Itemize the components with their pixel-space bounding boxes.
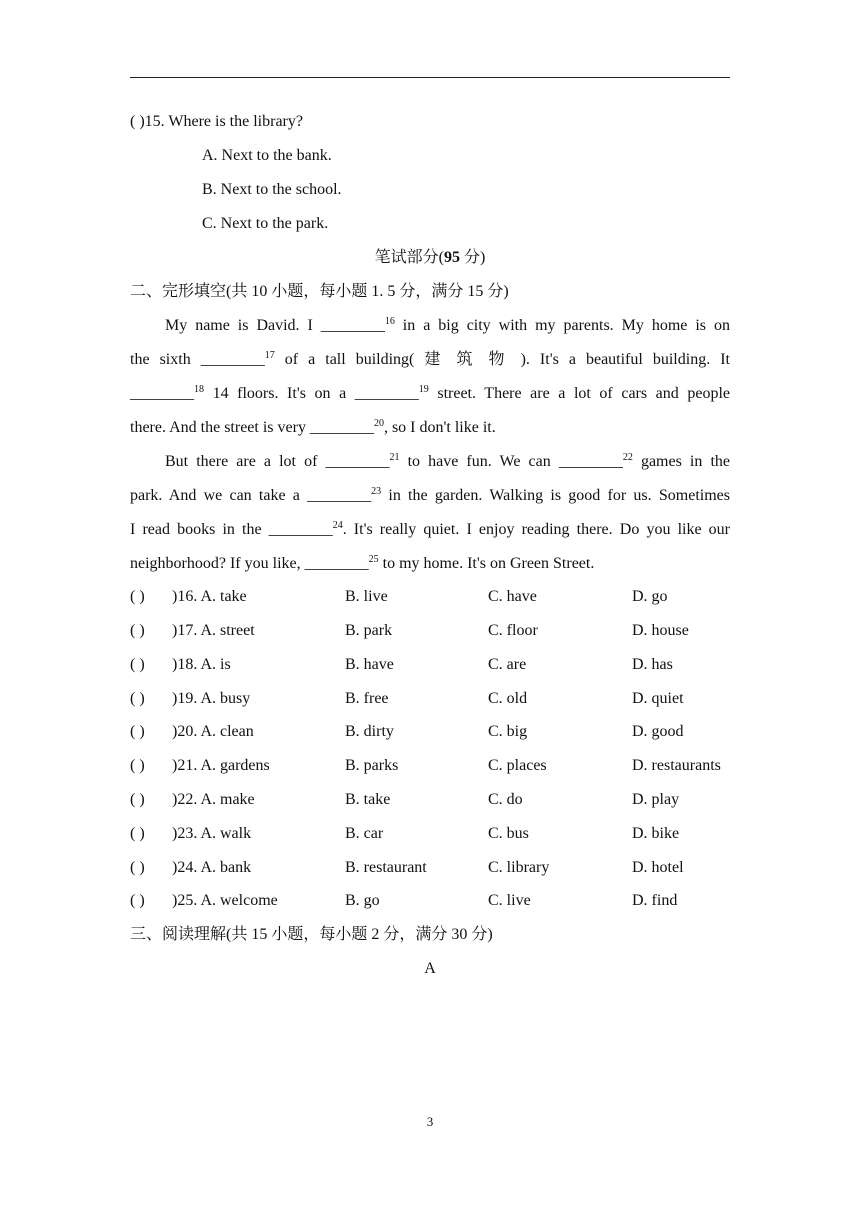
question-15-option-c: C. Next to the park. [202, 215, 329, 232]
question-15-stem [130, 112, 730, 132]
option-d: D. play [632, 791, 680, 808]
option-d: D. has [632, 656, 673, 673]
option-c: C. library [488, 859, 550, 876]
option-a: )19. A. busy [172, 690, 251, 707]
passage-text: in a big city with my parents. My home is on [394, 317, 730, 334]
passage-text: in the garden. Walking is good for us. Sometimes [381, 487, 730, 504]
option-a: )17. A. street [172, 622, 255, 639]
answer-paren: ( ) [130, 723, 145, 740]
page-number: 3 [426, 1114, 434, 1129]
passage-line [130, 350, 730, 370]
answer-paren: ( ) [130, 892, 145, 909]
passage-a-label: A [424, 960, 436, 977]
option-d: D. restaurants [632, 757, 721, 774]
option-c: C. big [488, 723, 528, 740]
option-b: B. have [345, 656, 394, 673]
option-c: C. are [488, 656, 527, 673]
passage-text: to my home. It's on Green Street. [378, 555, 595, 572]
blank-number: 22 [622, 452, 633, 463]
passage-line [130, 418, 730, 438]
answer-paren: ( ) [130, 588, 145, 605]
passage-text: the sixth ________ [130, 351, 265, 368]
option-a: )23. A. walk [172, 825, 252, 842]
option-b: B. parks [345, 757, 399, 774]
passage-text: My name is David. I ________ [165, 317, 385, 334]
answer-paren: ( ) [130, 656, 145, 673]
question-15-option-b: B. Next to the school. [202, 181, 342, 198]
passage-line [130, 520, 730, 540]
passage-text: to have fun. We can ________ [399, 453, 623, 470]
option-b: B. live [345, 588, 388, 605]
blank-number: 18 [194, 384, 204, 395]
passage-line [130, 384, 730, 404]
passage-text: there. And the street is very ________ [130, 419, 374, 436]
passage-text: But there are a lot of ________ [165, 453, 390, 470]
passage-text: games in the [632, 453, 730, 470]
answer-paren: ( ) [130, 825, 145, 842]
answer-paren: ( ) [130, 690, 145, 707]
blank-number: 20 [373, 418, 384, 429]
question-15-option-a: A. Next to the bank. [202, 147, 332, 164]
option-c: C. do [488, 791, 523, 808]
blank-number: 23 [371, 486, 382, 497]
option-b: B. dirty [345, 723, 394, 740]
option-b: B. go [345, 892, 380, 909]
option-d: D. bike [632, 825, 680, 842]
passage-text: park. And we can take a ________ [130, 487, 372, 504]
answer-paren: ( ) [130, 859, 145, 876]
option-d: D. house [632, 622, 689, 639]
passage-text: neighborhood? If you like, ________ [130, 555, 369, 572]
option-b: B. take [345, 791, 391, 808]
header-rule [130, 77, 730, 78]
blank-number: 17 [264, 350, 275, 361]
option-a: )18. A. is [172, 656, 231, 673]
option-b: B. park [345, 622, 393, 639]
option-a: )22. A. make [172, 791, 255, 808]
option-a: )21. A. gardens [172, 757, 270, 774]
option-c: C. places [488, 757, 547, 774]
passage-text: of a tall building( 建 筑 物 ). It's a beautiful building. It [274, 351, 730, 368]
passage-text: I read books in the ________ [130, 521, 333, 538]
option-a: )20. A. clean [172, 723, 254, 740]
option-c: C. floor [488, 622, 538, 639]
option-d: D. good [632, 723, 684, 740]
blank-number: 25 [368, 554, 379, 565]
written-heading-score: 95 [444, 249, 460, 266]
option-c: C. bus [488, 825, 529, 842]
option-b: B. car [345, 825, 384, 842]
answer-paren: ( ) [130, 791, 145, 808]
option-c: C. live [488, 892, 531, 909]
blank-number: 21 [389, 452, 400, 463]
passage-line [165, 452, 730, 472]
option-b: B. free [345, 690, 389, 707]
passage-line [130, 486, 730, 506]
passage-text: street. There are a lot of cars and people [428, 385, 730, 402]
question-15-text: ( )15. Where is the library? [130, 113, 303, 130]
written-heading-text: 笔试部分( [374, 249, 444, 266]
blank-number: 16 [384, 316, 395, 327]
passage-text: . It's really quiet. I enjoy reading there. Do you like our [342, 521, 731, 538]
option-a: )25. A. welcome [172, 892, 278, 909]
answer-paren: ( ) [130, 757, 145, 774]
passage-text: , so I don't like it. [383, 419, 496, 436]
passage-line [165, 316, 730, 336]
passage-line [130, 554, 730, 574]
section-3-title: 三、阅读理解(共 15 小题，每小题 2 分，满分 30 分) [130, 926, 493, 943]
option-d: D. find [632, 892, 678, 909]
written-heading-suffix: 分) [460, 249, 486, 266]
written-part-heading [130, 248, 730, 268]
section-2-title: 二、完形填空(共 10 小题，每小题 1. 5 分，满分 15 分) [130, 283, 509, 300]
option-d: D. quiet [632, 690, 684, 707]
blank-number: 19 [418, 384, 429, 395]
option-d: D. go [632, 588, 668, 605]
passage-text: 14 floors. It's on a ________ [204, 385, 419, 402]
answer-paren: ( ) [130, 622, 145, 639]
blank-number: 24 [332, 520, 343, 531]
option-c: C. have [488, 588, 537, 605]
option-c: C. old [488, 690, 528, 707]
option-b: B. restaurant [345, 859, 427, 876]
option-a: )24. A. bank [172, 859, 252, 876]
passage-text: ________ [130, 385, 194, 402]
option-a: )16. A. take [172, 588, 247, 605]
option-d: D. hotel [632, 859, 684, 876]
